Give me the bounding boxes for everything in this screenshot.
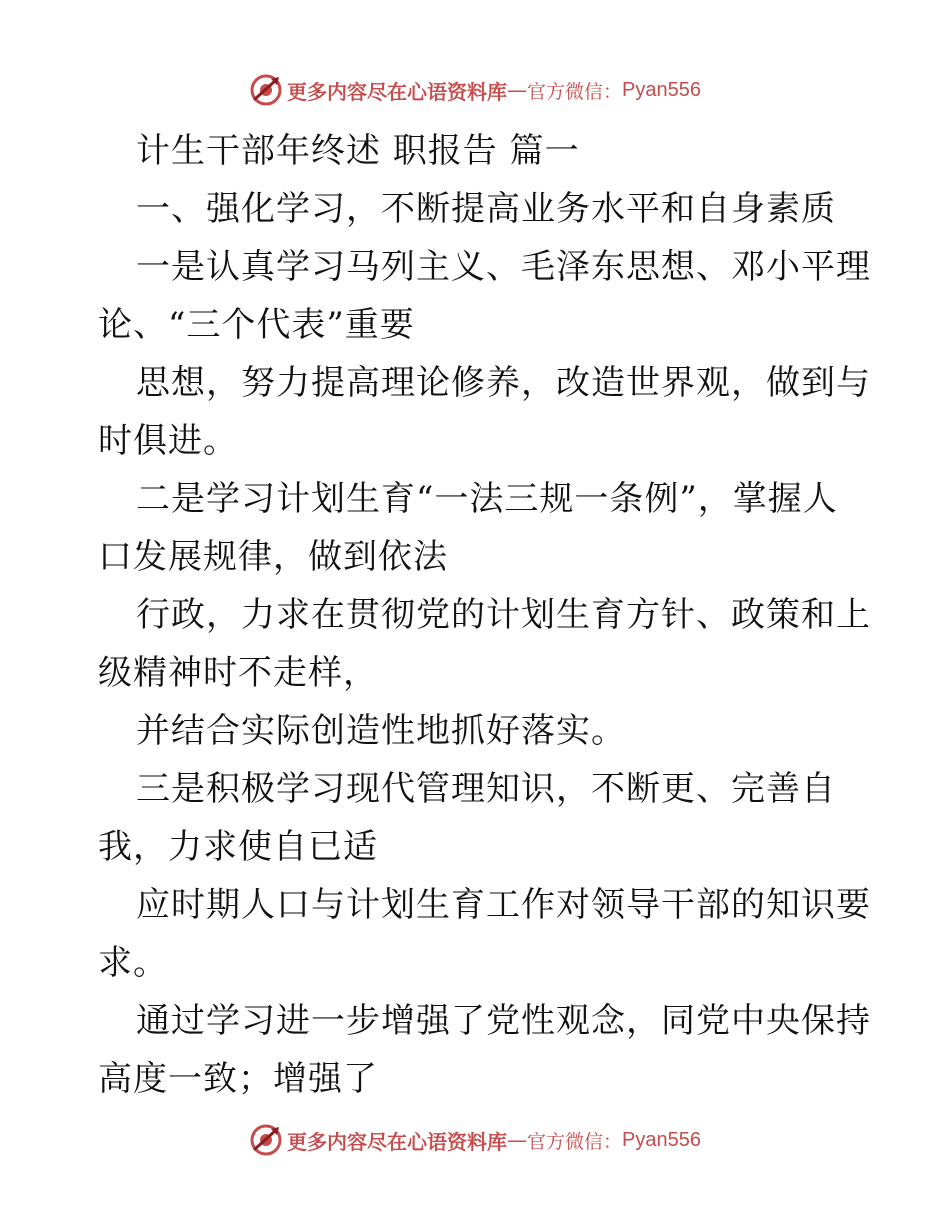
text-line: 一是认真学习马列主义、毛泽东思想、邓小平理 — [136, 247, 871, 287]
text-line: 通过学习进一步增强了党性观念，同党中央保持 — [136, 1001, 871, 1041]
text-line: 并结合实际创造性地抓好落实。 — [136, 711, 626, 751]
watermark-sub-text: 官方微信： — [527, 1130, 623, 1153]
text-line: 口发展规律，做到依法 — [98, 537, 448, 577]
text-line: 二是学习计划生育“一法三规一条例”，掌握人 — [136, 479, 838, 519]
text-line: 级精神时不走样， — [98, 653, 378, 693]
text-line: 求。 — [98, 943, 168, 983]
watermark-dash: — — [507, 1128, 527, 1152]
section-heading: 一、强化学习，不断提高业务水平和自身素质 — [136, 189, 836, 229]
text-line: 三是积极学习现代管理知识，不断更、完善自 — [136, 769, 836, 809]
watermark-wechat-id: Pyan556 — [622, 78, 701, 101]
watermark-main-text: 更多内容尽在心语资料库 — [287, 1129, 507, 1154]
text-line: 应时期人口与计划生育工作对领导干部的知识要 — [136, 885, 871, 925]
header-watermark — [0, 70, 950, 110]
document-title: 计生干部年终述 职报告 篇一 — [136, 131, 580, 171]
text-line: 思想，努力提高理论修养，改造世界观，做到与 — [136, 363, 871, 403]
watermark-wechat-id: Pyan556 — [622, 1128, 701, 1151]
watermark-main-text: 更多内容尽在心语资料库 — [287, 79, 507, 104]
text-line: 时俱进。 — [98, 421, 238, 461]
watermark-dash: — — [507, 78, 527, 102]
text-line: 高度一致；增强了 — [98, 1059, 378, 1099]
text-line: 行政，力求在贯彻党的计划生育方针、政策和上 — [136, 595, 871, 635]
footer-watermark — [0, 1120, 950, 1160]
document-body — [98, 122, 871, 1108]
text-line: 论、“三个代表”重要 — [98, 305, 415, 345]
logo-icon — [249, 73, 283, 107]
text-line: 我，力求使自已适 — [98, 827, 378, 867]
logo-icon — [249, 1123, 283, 1157]
watermark-sub-text: 官方微信： — [527, 80, 623, 103]
